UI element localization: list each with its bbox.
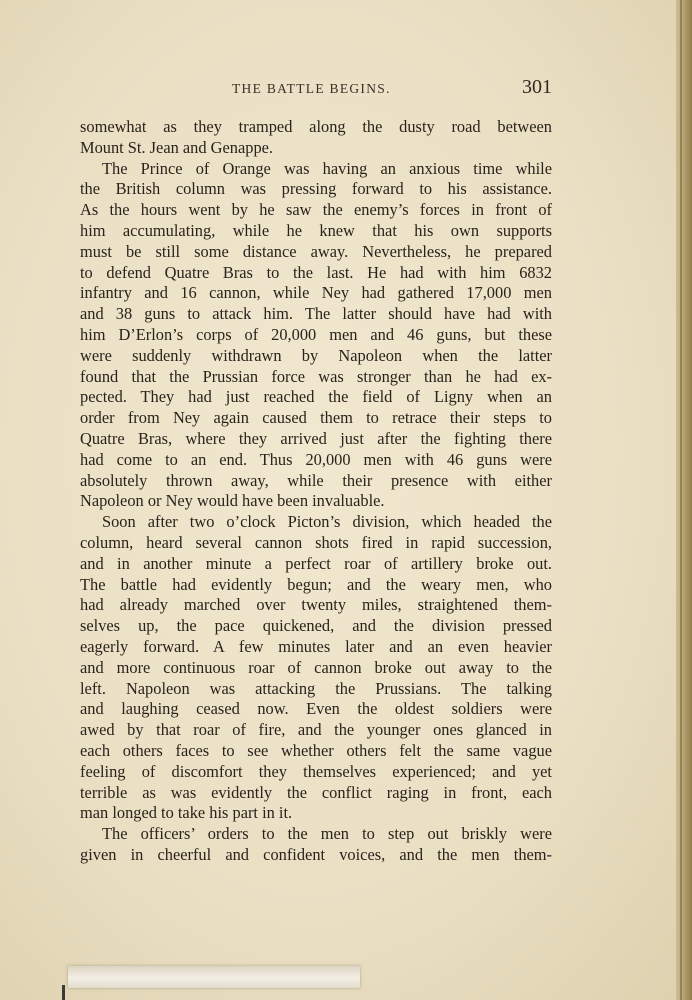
text-line: order from Ney again caused them to retrace their steps to — [80, 408, 552, 428]
text-line: eagerly forward. A few minutes later and an even heavier — [80, 636, 552, 656]
text-line: column, heard several cannon shots fired in rapid succession, — [80, 532, 552, 552]
text-line: left. Napoleon was attacking the Prussians. The talking — [80, 678, 552, 698]
text-line: Quatre Bras, where they arrived just after the fighting there — [80, 428, 552, 448]
page-edge-line — [680, 0, 682, 1000]
page-header — [80, 76, 552, 102]
text-line: The battle had evidently begun; and the weary men, who — [80, 574, 552, 594]
running-title: THE BATTLE BEGINS. — [232, 81, 391, 96]
text-line: had come to an end. Thus 20,000 men with 46 guns were — [80, 449, 552, 469]
text-line: given in cheerful and confident voices, and the men them- — [80, 844, 552, 864]
page-edge-shadow — [676, 0, 692, 1000]
text-line: infantry and 16 cannon, while Ney had gathered 17,000 men — [80, 283, 552, 303]
text-line: and laughing ceased now. Even the oldest soldiers were — [80, 699, 552, 719]
paragraph-start-line: The officers’ orders to the men to step out briskly were — [102, 824, 552, 844]
text-line: terrible as was evidently the conflict raging in front, each — [80, 782, 552, 802]
text-line: feeling of discomfort they themselves experienced; and yet — [80, 761, 552, 781]
paragraph-start-line: The Prince of Orange was having an anxious time while — [102, 158, 552, 178]
text-line: somewhat as they tramped along the dusty road between — [80, 117, 552, 136]
text-line: and 38 guns to attack him. The latter should have had with — [80, 304, 552, 324]
text-line: him accumulating, while he knew that his own supports — [80, 220, 552, 240]
text-line: pected. They had just reached the field of Ligny when an — [80, 387, 552, 407]
scan-edge-mark — [62, 985, 65, 1000]
text-line: and in another minute a perfect roar of artillery broke out. — [80, 553, 552, 573]
text-line: him D’Erlon’s corps of 20,000 men and 46 guns, but these — [80, 324, 552, 344]
text-line: awed by that roar of fire, and the younger ones glanced in — [80, 720, 552, 740]
text-line: Mount St. Jean and Genappe. — [80, 137, 274, 157]
text-line: absolutely thrown away, while their presence with either — [80, 470, 552, 490]
text-line: found that the Prussian force was stronger than he had ex- — [80, 366, 552, 386]
text-line: and more continuous roar of cannon broke out away to the — [80, 657, 552, 677]
text-line: man longed to take his part in it. — [80, 803, 293, 823]
scan-paper-strip — [68, 966, 360, 988]
text-line: the British column was pressing forward to his assistance. — [80, 179, 552, 199]
body-text — [80, 117, 552, 866]
text-line: As the hours went by he saw the enemy’s forces in front of — [80, 200, 552, 220]
paragraph-start-line: Soon after two o’clock Picton’s division, which headed the — [102, 512, 552, 532]
text-line: Napoleon or Ney would have been invaluable. — [80, 491, 385, 511]
text-line: were suddenly withdrawn by Napoleon when the latter — [80, 345, 552, 365]
text-line: had already marched over twenty miles, straightened them- — [80, 595, 552, 615]
page-number: 301 — [522, 76, 552, 98]
text-line: each others faces to see whether others felt the same vague — [80, 740, 552, 760]
text-line: selves up, the pace quickened, and the division pressed — [80, 616, 552, 636]
text-line: to defend Quatre Bras to the last. He had with him 6832 — [80, 262, 552, 282]
text-line: must be still some distance away. Nevertheless, he prepared — [80, 241, 552, 261]
